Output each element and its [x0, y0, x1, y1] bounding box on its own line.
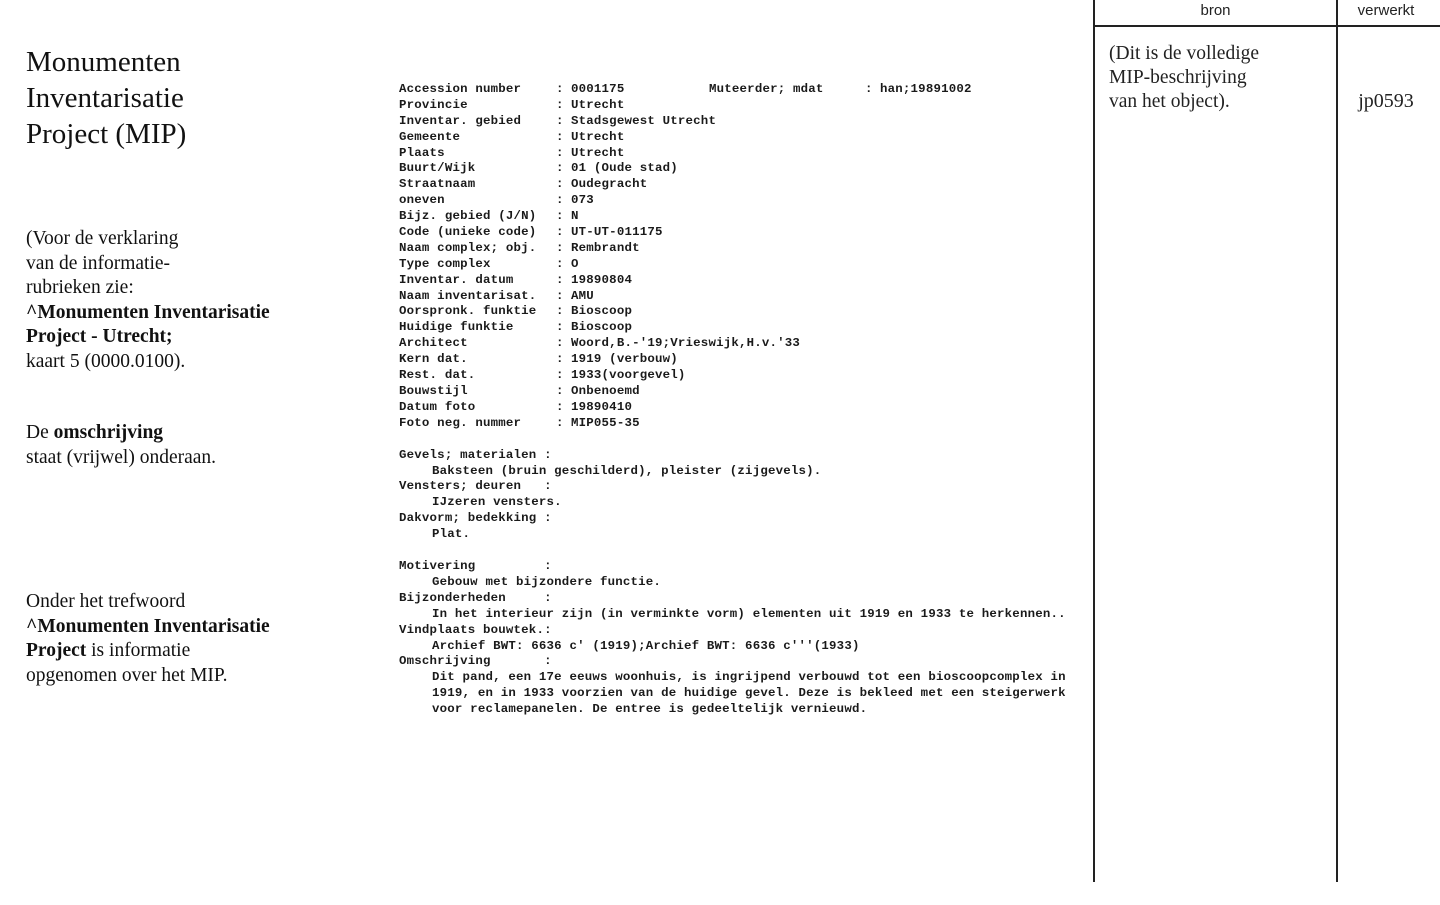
- description-note: [26, 421, 216, 470]
- keyword-link-cont[interactable]: Project: [26, 640, 87, 661]
- field-value: 1933(voorgevel): [571, 368, 686, 383]
- field-label: Provincie: [399, 97, 468, 112]
- bron-line: (Dit is de volledige: [1109, 43, 1260, 64]
- record-row: [399, 368, 1079, 384]
- record-row: [399, 177, 1079, 193]
- record-sections-description: [399, 559, 1079, 718]
- muteerder-label: Muteerder; mdat: [709, 82, 824, 96]
- field-label: Buurt/Wijk: [399, 161, 476, 176]
- field-colon: :: [556, 256, 564, 271]
- bron-line: van het object).: [1109, 91, 1230, 112]
- record-section: [399, 654, 1079, 718]
- field-colon: :: [556, 288, 564, 303]
- record-row: [399, 82, 1079, 98]
- record-section: [399, 559, 1079, 591]
- field-label: Architect: [399, 336, 468, 351]
- field-label: Datum foto: [399, 399, 476, 414]
- field-value: AMU: [571, 288, 594, 303]
- field-value: Rembrandt: [571, 240, 640, 255]
- field-value: O: [571, 256, 579, 271]
- note-keyword: omschrijving: [53, 422, 164, 443]
- bron-cell: [1109, 42, 1329, 114]
- field-colon: :: [556, 415, 564, 430]
- record-row: [399, 130, 1079, 146]
- note-line: van de informatie-: [26, 252, 171, 274]
- record-row: [399, 320, 1079, 336]
- record-row: [399, 400, 1079, 416]
- record-row: [399, 98, 1079, 114]
- field-colon: :: [556, 383, 564, 398]
- record-row: [399, 289, 1079, 305]
- note-line: opgenomen over het MIP.: [26, 664, 228, 686]
- field-colon: :: [556, 82, 564, 96]
- field-label: Plaats: [399, 145, 445, 160]
- record-row: [399, 209, 1079, 225]
- record-row: [399, 416, 1079, 432]
- field-colon: :: [556, 399, 564, 414]
- field-label: Inventar. gebied: [399, 113, 522, 128]
- record-row: [399, 336, 1079, 352]
- field-colon: :: [556, 193, 564, 208]
- section-body: Plat.: [432, 527, 471, 542]
- bron-header: bron: [1200, 2, 1231, 19]
- record-row: [399, 225, 1079, 241]
- field-value: Bioscoop: [571, 320, 633, 335]
- field-label: Oorspronk. funktie: [399, 304, 537, 319]
- field-label: oneven: [399, 193, 445, 208]
- record-row: [399, 273, 1079, 289]
- section-label: Vindplaats bouwtek.:: [399, 622, 552, 637]
- section-label: Gevels; materialen :: [399, 447, 552, 462]
- note-line: [26, 421, 216, 446]
- field-value: N: [571, 209, 579, 224]
- field-colon: :: [556, 129, 564, 144]
- page-title: [26, 44, 186, 152]
- field-value: Utrecht: [571, 97, 625, 112]
- note-suffix: is informatie: [86, 640, 191, 661]
- field-label: Huidige funktie: [399, 320, 514, 335]
- title-line-3: Project (MIP): [26, 118, 187, 150]
- field-value: 01 (Oude stad): [571, 161, 678, 176]
- field-label: Bijz. gebied (J/N): [399, 209, 537, 224]
- record-row: [399, 304, 1079, 320]
- field-label: Code (unieke code): [399, 225, 537, 240]
- record-fields: [399, 82, 1079, 432]
- field-colon: :: [556, 161, 564, 176]
- section-body: In het interieur zijn (in verminkte vorm) elementen uit 1919 en 1933 te herkennen..: [432, 606, 1066, 621]
- header-rule: [1093, 25, 1440, 27]
- record-section: [399, 591, 1079, 623]
- field-value: Woord,B.-'19;Vrieswijk,H.v.'33: [571, 336, 801, 351]
- note-prefix: De: [26, 422, 54, 443]
- field-value: 19890410: [571, 399, 633, 414]
- field-colon: :: [556, 304, 564, 319]
- column-divider: [1093, 0, 1095, 882]
- field-label: Inventar. datum: [399, 272, 514, 287]
- record-section: [399, 511, 1079, 543]
- field-value: 1919 (verbouw): [571, 352, 678, 367]
- field-label: Straatnaam: [399, 177, 476, 192]
- mip-record: [399, 82, 1079, 718]
- verwerkt-cell: jp0593: [1358, 90, 1414, 112]
- field-label: Naam inventarisat.: [399, 288, 537, 303]
- field-colon: :: [556, 320, 564, 335]
- section-body: Dit pand, een 17e eeuws woonhuis, is ingrijpend verbouwd tot een bioscoopcomplex in 1919, en in 1933 voorzien van de huidige gevel. Deze is bekleed met een steigerwerk voor reclamepanelen. De entree is gedeeltelijk vernieuwd.: [432, 670, 1066, 717]
- field-value: Bioscoop: [571, 304, 633, 319]
- column-divider: [1336, 0, 1338, 882]
- section-body: IJzeren vensters.: [432, 495, 562, 510]
- bron-line: MIP-beschrijving: [1109, 67, 1247, 88]
- note-line: kaart 5 (0000.0100).: [26, 350, 186, 372]
- field-colon: :: [556, 272, 564, 287]
- field-value: 073: [571, 193, 594, 208]
- record-section: [399, 448, 1079, 480]
- field-value: Stadsgewest Utrecht: [571, 113, 717, 128]
- record-sections-materials: [399, 448, 1079, 543]
- field-colon: :: [865, 82, 873, 96]
- note-line: Onder het trefwoord: [26, 591, 186, 612]
- record-section: [399, 479, 1079, 511]
- record-row: [399, 114, 1079, 130]
- field-colon: :: [556, 177, 564, 192]
- section-label: Motivering :: [399, 559, 552, 574]
- field-value: Oudegracht: [571, 177, 648, 192]
- record-row: [399, 352, 1079, 368]
- section-label: Omschrijving :: [399, 654, 552, 669]
- note-line: (Voor de verklaring: [26, 228, 179, 249]
- title-line-2: Inventarisatie: [26, 82, 184, 114]
- field-colon: :: [556, 209, 564, 224]
- record-row: [399, 161, 1079, 177]
- section-body: Archief BWT: 6636 c' (1919);Archief BWT: 6636 c'''(1933): [432, 638, 860, 653]
- cross-reference-link[interactable]: ^Monumenten Inventarisatie: [26, 301, 270, 323]
- note-line: [26, 639, 270, 664]
- field-colon: :: [556, 113, 564, 128]
- keyword-link[interactable]: ^Monumenten Inventarisatie: [26, 615, 270, 637]
- field-label: Foto neg. nummer: [399, 415, 522, 430]
- field-label: Kern dat.: [399, 352, 468, 367]
- field-label: Gemeente: [399, 129, 461, 144]
- verwerkt-header: verwerkt: [1357, 2, 1415, 19]
- field-colon: :: [556, 145, 564, 160]
- field-label: Naam complex; obj.: [399, 240, 537, 255]
- record-row: [399, 146, 1079, 162]
- field-value: Onbenoemd: [571, 383, 640, 398]
- note-line: staat (vrijwel) onderaan.: [26, 446, 217, 468]
- record-section: [399, 623, 1079, 655]
- field-colon: :: [556, 352, 564, 367]
- keyword-note: [26, 590, 270, 688]
- record-row: [399, 241, 1079, 257]
- note-line: rubrieken zie:: [26, 277, 134, 298]
- field-colon: :: [556, 336, 564, 351]
- field-colon: :: [556, 97, 564, 112]
- field-label: Rest. dat.: [399, 368, 476, 383]
- field-label: Type complex: [399, 256, 491, 271]
- field-colon: :: [556, 225, 564, 240]
- explanation-note: [26, 227, 270, 374]
- field-value: MIP055-35: [571, 415, 640, 430]
- cross-reference-link-cont[interactable]: Project - Utrecht;: [26, 326, 173, 347]
- field-value: Utrecht: [571, 129, 625, 144]
- title-line-1: Monumenten: [26, 46, 181, 78]
- field-colon: :: [556, 240, 564, 255]
- record-row: [399, 257, 1079, 273]
- record-row: [399, 384, 1079, 400]
- muteerder-value: han;19891002: [880, 82, 972, 96]
- field-colon: :: [556, 368, 564, 383]
- field-value: UT-UT-011175: [571, 225, 663, 240]
- section-label: Dakvorm; bedekking :: [399, 511, 552, 526]
- field-value: 0001175: [571, 82, 625, 96]
- field-value: Utrecht: [571, 145, 625, 160]
- section-body: Gebouw met bijzondere functie.: [432, 574, 662, 589]
- section-label: Vensters; deuren :: [399, 479, 552, 494]
- field-value: 19890804: [571, 272, 633, 287]
- section-body: Baksteen (bruin geschilderd), pleister (zijgevels).: [432, 463, 822, 478]
- field-label: Bouwstijl: [399, 383, 468, 398]
- section-label: Bijzonderheden :: [399, 590, 552, 605]
- field-label: Accession number: [399, 82, 522, 96]
- record-row: [399, 193, 1079, 209]
